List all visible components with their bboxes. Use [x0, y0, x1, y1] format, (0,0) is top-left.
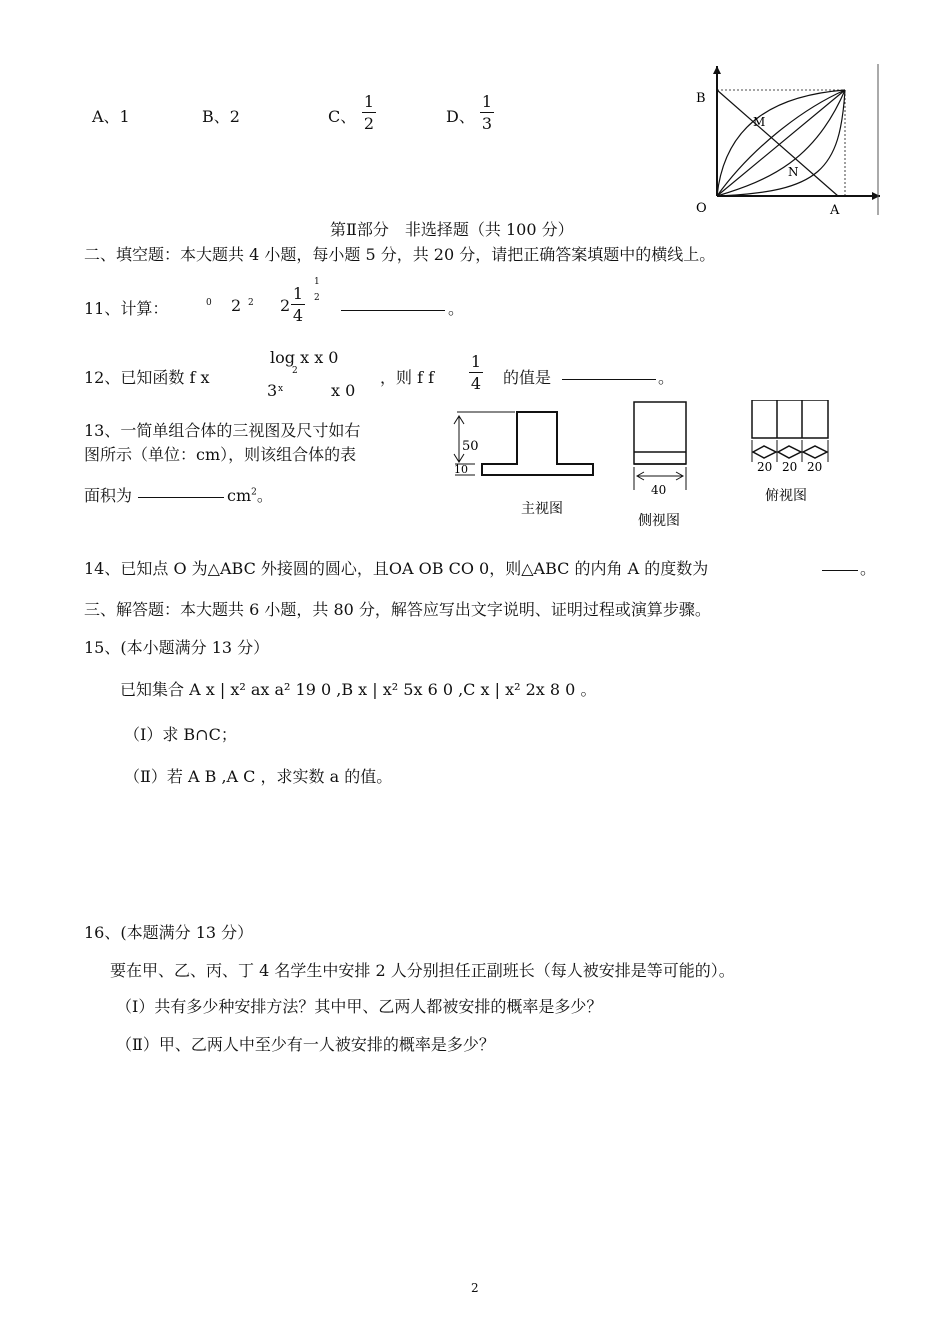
- q12-mid: ，则 f f: [380, 368, 435, 387]
- q15-part1: （Ⅰ）求 B∩C；: [124, 725, 237, 744]
- q13-line2: 图所示（单位：cm），则该组合体的表: [84, 445, 357, 464]
- q12-row1: log x x 0: [270, 348, 339, 367]
- q16-title: 16、(本题满分 13 分）: [84, 923, 254, 942]
- dim-40-label: 40: [651, 483, 667, 497]
- graph-label-b: B: [696, 91, 706, 106]
- q11-end: 。: [448, 299, 465, 318]
- option-c: C、: [328, 107, 357, 126]
- dim-20-label-b: 20: [782, 460, 798, 474]
- q11-exp0: 0: [206, 298, 212, 308]
- dim-10-label: 10: [454, 463, 468, 476]
- three-view-diagram: [445, 400, 845, 540]
- option-b: B、2: [202, 107, 240, 126]
- q12-row1-sub: 2: [292, 366, 298, 376]
- q12-row2-base: 3: [267, 381, 278, 400]
- q15-part2: （Ⅱ）若 A B ,A C ，求实数 a 的值。: [124, 767, 393, 786]
- front-view-caption: 主视图: [521, 501, 563, 517]
- option-d-fraction: 1 3: [481, 92, 493, 133]
- q14-answer-line: [822, 556, 858, 575]
- q13-answer-line: [138, 483, 224, 502]
- option-a: A、1: [92, 107, 130, 126]
- side-view-caption: 侧视图: [638, 513, 680, 529]
- q16-part2: （Ⅱ）甲、乙两人中至少有一人被安排的概率是多少？: [116, 1035, 495, 1054]
- q11-exp2: 2: [248, 298, 254, 308]
- q11-two: 2: [231, 296, 242, 315]
- section2-instructions: 二、填空题：本大题共 4 小题，每小题 5 分，共 20 分，请把正确答案填题中的横线上。: [84, 245, 716, 264]
- q11-whole: 2: [280, 296, 291, 315]
- q13-line1: 13、一简单组合体的三视图及尺寸如右: [84, 421, 361, 440]
- graph-label-n: N: [788, 165, 799, 179]
- q15-title: 15、(本小题满分 13 分）: [84, 638, 270, 657]
- q12-row2-exp: x: [278, 384, 284, 394]
- graph-label-a: A: [830, 203, 840, 218]
- graph-label-m: M: [753, 115, 766, 129]
- q16-body: 要在甲、乙、丙、丁 4 名学生中安排 2 人分别担任正副班长（每人被安排是等可能的）。: [110, 961, 735, 980]
- q11-answer-line: [341, 296, 445, 315]
- section3-instructions: 三、解答题：本大题共 6 小题，共 80 分，解答应写出文字说明、证明过程或演算步骤。: [84, 600, 711, 619]
- dim-50-label: 50: [462, 439, 479, 454]
- q16-part1: （Ⅰ）共有多少种安排方法？其中甲、乙两人都被安排的概率是多少？: [116, 997, 603, 1016]
- q12-fraction: 1 4: [470, 352, 482, 393]
- part2-heading: 第Ⅱ部分 非选择题（共 100 分）: [330, 220, 574, 239]
- option-c-fraction: 1 2: [363, 92, 375, 133]
- q11-fraction: 1 4: [292, 284, 304, 325]
- q13-line3: 面积为: [84, 486, 133, 505]
- q14-end: 。: [860, 559, 877, 578]
- q12-row2-rest: x 0: [331, 381, 356, 400]
- q11-prefix: 11、计算：: [84, 299, 169, 318]
- q12-suffix: 的值是: [503, 368, 552, 387]
- curve-graph: [690, 60, 890, 220]
- page-number: 2: [471, 1281, 479, 1295]
- q12-prefix: 12、已知函数 f x: [84, 368, 210, 387]
- q12-end: 。: [658, 368, 675, 387]
- q13-unit: $cm^2$。: [227, 486, 273, 505]
- q12-answer-line: [562, 365, 656, 384]
- top-view-caption: 俯视图: [765, 488, 807, 504]
- graph-label-o: O: [696, 201, 707, 216]
- dim-20-label-c: 20: [807, 460, 823, 474]
- option-d: D、: [446, 107, 475, 126]
- q14-text: 14、已知点 O 为△ABC 外接圆的圆心，且OA OB CO 0，则△ABC 的内角 A 的度数为: [84, 559, 709, 578]
- q11-exp-num: 1: [314, 277, 320, 287]
- q15-body: 已知集合 A x | x² ax a² 19 0 ,B x | x² 5x 6 0 ,C x | x² 2x 8 0 。: [120, 680, 597, 699]
- q11-exp-den: 2: [314, 293, 320, 303]
- dim-20-label-a: 20: [757, 460, 773, 474]
